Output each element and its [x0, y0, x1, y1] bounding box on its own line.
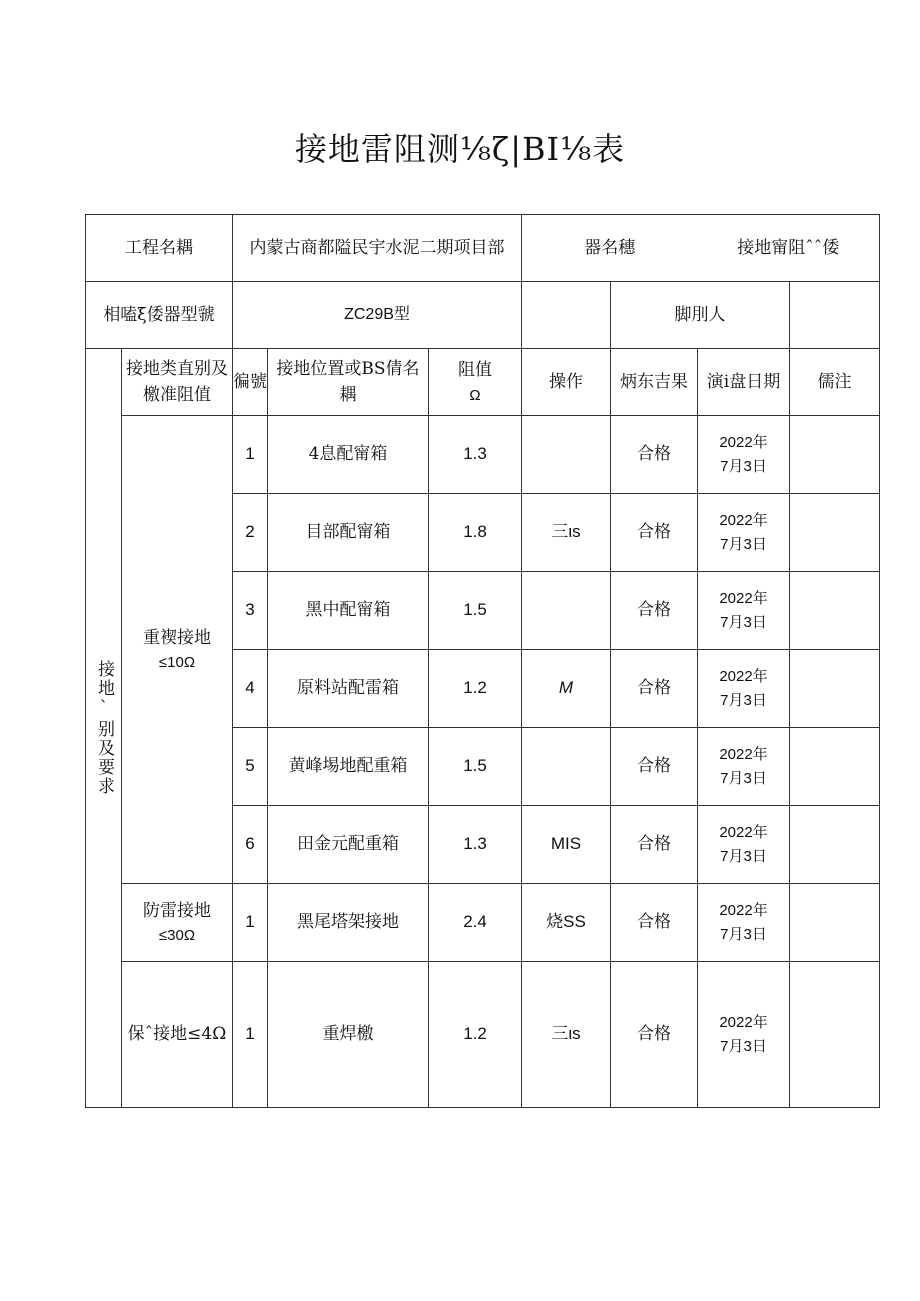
row-date: 2022年 7月3日 — [698, 650, 790, 728]
row-number: 1 — [233, 962, 268, 1108]
row-resistance: 1.2 — [429, 962, 522, 1108]
row-location: 黑尾塔架接地 — [268, 884, 429, 962]
table-row — [86, 884, 880, 962]
row-operation: 烧SS — [522, 884, 611, 962]
device-label: 器名穗 — [522, 215, 698, 282]
col-number: 徧號 — [233, 349, 268, 416]
grounding-resistance-table — [85, 214, 880, 1108]
col-remark: 儒注 — [790, 349, 880, 416]
row-remark — [790, 962, 880, 1108]
table-row — [86, 962, 880, 1108]
row-result: 合格 — [611, 806, 698, 884]
row-operation — [522, 728, 611, 806]
col-operation: 操作 — [522, 349, 611, 416]
page-title: 接地雷阻测⅛ζ|BI⅛表 — [294, 130, 626, 168]
row-remark — [790, 650, 880, 728]
row-number: 1 — [233, 884, 268, 962]
tester-label: 脚刖人 — [611, 282, 790, 349]
row-number: 1 — [233, 416, 268, 494]
row-resistance: 2.4 — [429, 884, 522, 962]
model-blank-cell — [522, 282, 611, 349]
row-resistance: 1.5 — [429, 572, 522, 650]
col-result: 炳东吉果 — [611, 349, 698, 416]
project-value: 内蒙古商都隘民宇水泥二期项目部 — [233, 215, 522, 282]
row-remark — [790, 494, 880, 572]
model-value: ZC29B型 — [233, 282, 522, 349]
row-resistance: 1.3 — [429, 416, 522, 494]
row-number: 5 — [233, 728, 268, 806]
side-label: 接地ˋ别及要求 — [94, 660, 114, 796]
project-label: 工程名耦 — [86, 215, 233, 282]
row-result: 合格 — [611, 572, 698, 650]
column-header-row — [86, 349, 880, 416]
row-result: 合格 — [611, 416, 698, 494]
row-number: 6 — [233, 806, 268, 884]
row-resistance: 1.5 — [429, 728, 522, 806]
category-cell: 重褉接地 ≤10Ω — [122, 416, 233, 884]
row-remark — [790, 572, 880, 650]
header-row-project — [86, 215, 880, 282]
row-operation: 三ιs — [522, 962, 611, 1108]
row-resistance: 1.8 — [429, 494, 522, 572]
model-label: 相嗑ξ倭器型虢 — [86, 282, 233, 349]
category-cell: 防雷接地 ≤30Ω — [122, 884, 233, 962]
row-result: 合格 — [611, 962, 698, 1108]
tester-value — [790, 282, 880, 349]
device-value: 接地甯阻ˆˆ倭 — [698, 215, 880, 282]
table-row — [86, 416, 880, 494]
row-date: 2022年 7月3日 — [698, 962, 790, 1108]
row-remark — [790, 728, 880, 806]
row-location: 重焊檄 — [268, 962, 429, 1108]
row-date: 2022年 7月3日 — [698, 416, 790, 494]
row-resistance: 1.2 — [429, 650, 522, 728]
row-location: 4息配甯箱 — [268, 416, 429, 494]
row-location: 原料站配雷箱 — [268, 650, 429, 728]
row-result: 合格 — [611, 494, 698, 572]
category-cell: 保ˆ接地≤4Ω — [122, 962, 233, 1108]
side-label-cell — [86, 349, 122, 1108]
row-operation — [522, 416, 611, 494]
row-remark — [790, 806, 880, 884]
row-remark — [790, 884, 880, 962]
col-date: 演ⅰ盘日期 — [698, 349, 790, 416]
row-number: 4 — [233, 650, 268, 728]
row-location: 黑中配甯箱 — [268, 572, 429, 650]
row-date: 2022年 7月3日 — [698, 884, 790, 962]
row-number: 3 — [233, 572, 268, 650]
col-location: 接地位置或BS倩名耦 — [268, 349, 429, 416]
row-resistance: 1.3 — [429, 806, 522, 884]
row-location: 黄峰埸地配重箱 — [268, 728, 429, 806]
row-operation: M — [522, 650, 611, 728]
row-date: 2022年 7月3日 — [698, 806, 790, 884]
row-operation: MIS — [522, 806, 611, 884]
row-date: 2022年 7月3日 — [698, 572, 790, 650]
row-date: 2022年 7月3日 — [698, 494, 790, 572]
row-remark — [790, 416, 880, 494]
row-result: 合格 — [611, 728, 698, 806]
row-location: 目部配甯箱 — [268, 494, 429, 572]
row-date: 2022年 7月3日 — [698, 728, 790, 806]
row-result: 合格 — [611, 650, 698, 728]
header-row-model — [86, 282, 880, 349]
row-number: 2 — [233, 494, 268, 572]
row-result: 合格 — [611, 884, 698, 962]
row-operation — [522, 572, 611, 650]
col-resistance: 阻值 Ω — [429, 349, 522, 416]
row-operation: 三ιs — [522, 494, 611, 572]
row-location: 田金元配重箱 — [268, 806, 429, 884]
col-category: 接地类直别及檄准阻值 — [122, 349, 233, 416]
